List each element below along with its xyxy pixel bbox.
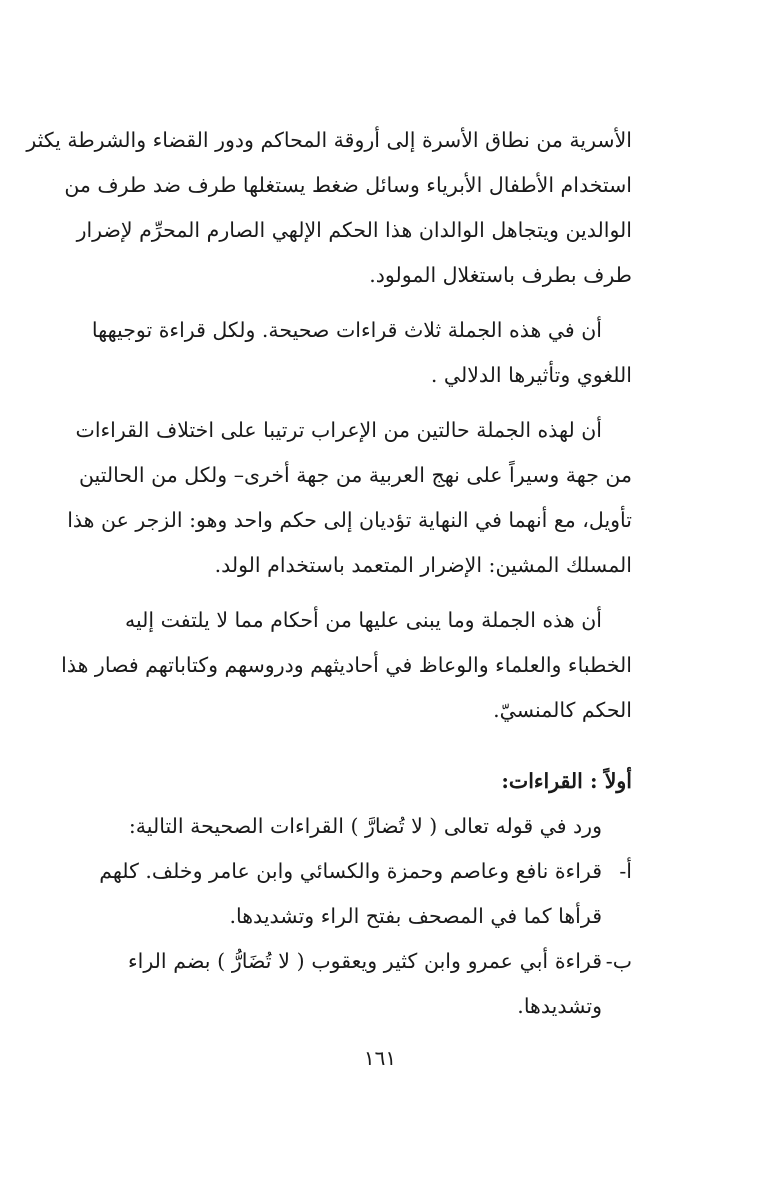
paragraph-line: استخدام الأطفال الأبرياء وسائل ضغط يستغلها طرف ضد طرف من <box>64 173 632 197</box>
paragraph-line: طرف بطرف باستغلال المولود. <box>369 263 632 287</box>
paragraph-line: الوالدين ويتجاهل الوالدان هذا الحكم الإلهي الصارم المحرِّم لإضرار <box>76 218 632 242</box>
section-heading: أولاً : القراءات: <box>501 769 632 793</box>
list-item-line: وتشديدها. <box>517 994 602 1018</box>
paragraph-line: تأويل، مع أنهما في النهاية تؤديان إلى حكم واحد وهو: الزجر عن هذا <box>67 508 632 532</box>
paragraph-2 <box>91 308 632 398</box>
paragraph-line: من جهة وسيراً على نهج العربية من جهة أخرى– ولكل من الحالتين <box>78 463 632 487</box>
page-number: ١٦١ <box>363 1046 397 1070</box>
paragraph-line: الحكم كالمنسيّ. <box>493 698 632 722</box>
paragraph-line: الأسرية من نطاق الأسرة إلى أروقة المحاكم ودور القضاء والشرطة يكثر <box>26 128 632 152</box>
paragraph-line: أن في هذه الجملة ثلاث قراءات صحيحة. ولكل قراءة توجيهها <box>91 318 602 342</box>
paragraph-3 <box>67 408 632 588</box>
list-item <box>99 849 632 939</box>
paragraph-line: المسلك المشين: الإضرار المتعمد باستخدام الولد. <box>214 553 632 577</box>
paragraph-line: أن هذه الجملة وما يبنى عليها من أحكام مما لا يلتفت إليه <box>124 608 602 632</box>
list-item-marker: أ- <box>619 859 632 883</box>
list-item-line: قراءة أبي عمرو وابن كثير ويعقوب ( لا تُضَارُّ ) بضم الراء <box>128 949 602 973</box>
paragraph-1 <box>26 118 632 298</box>
paragraph-line: أن لهذه الجملة حالتين من الإعراب ترتيبا على اختلاف القراءات <box>75 418 602 442</box>
list-item <box>128 939 632 1029</box>
page-body-text <box>26 118 632 1029</box>
list-item-marker: ب- <box>605 949 632 973</box>
paragraph-4 <box>61 598 632 733</box>
intro-line: ورد في قوله تعالى ( لا تُضارَّ ) القراءات الصحيحة التالية: <box>128 814 602 838</box>
list-item-line: قراءة نافع وعاصم وحمزة والكسائي وابن عامر وخلف. كلهم <box>99 859 602 883</box>
list-item-line: قرأها كما في المصحف بفتح الراء وتشديدها. <box>229 904 602 928</box>
paragraph-line: الخطباء والعلماء والوعاظ في أحاديثهم ودروسهم وكتاباتهم فصار هذا <box>61 653 632 677</box>
paragraph-line: اللغوي وتأثيرها الدلالي . <box>430 363 632 387</box>
